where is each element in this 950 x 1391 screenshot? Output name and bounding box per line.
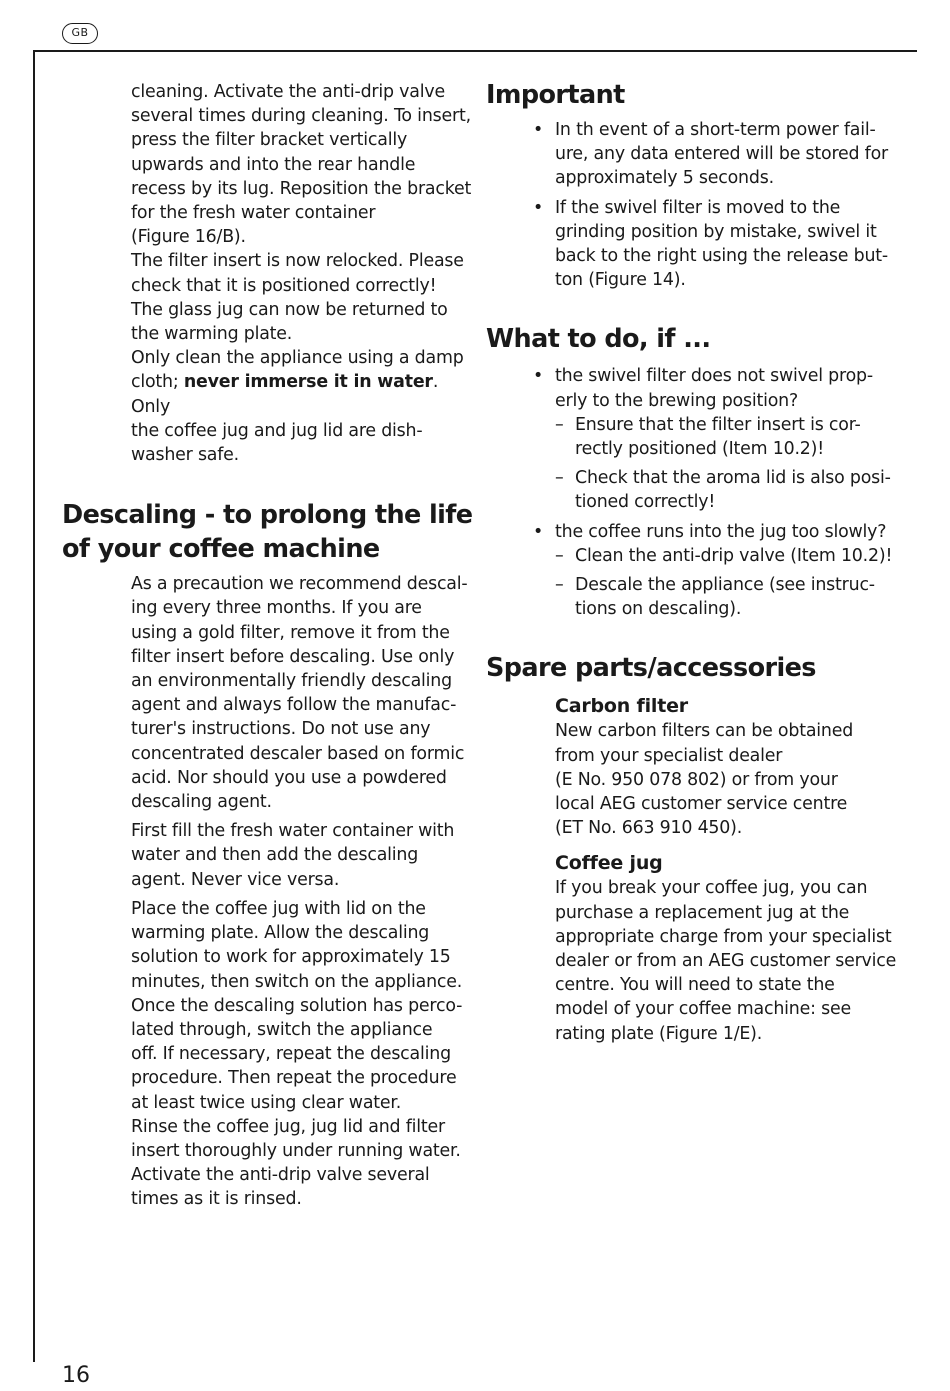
text-line: model of your coffee machine: see bbox=[555, 999, 851, 1020]
text-line: lated through, switch the appliance bbox=[131, 1019, 433, 1040]
important-heading: Important bbox=[486, 80, 625, 110]
text-line: ton (Figure 14). bbox=[555, 270, 686, 291]
text-line: tioned correctly! bbox=[575, 492, 716, 513]
text-line: warming plate. Allow the descaling bbox=[131, 923, 430, 944]
text-line: (E No. 950 078 802) or from your bbox=[555, 769, 838, 790]
text-line: ure, any data entered will be stored for bbox=[555, 144, 888, 165]
troubleshooting-list bbox=[486, 364, 906, 621]
list-item bbox=[555, 413, 906, 461]
answer-list bbox=[555, 413, 906, 515]
text-line: using a gold filter, remove it from the bbox=[131, 622, 450, 643]
text-line: . Only bbox=[131, 372, 439, 417]
page-number: 16 bbox=[62, 1363, 90, 1388]
text-line: the swivel filter does not swivel prop- bbox=[555, 366, 873, 387]
text-line: concentrated descaler based on formic bbox=[131, 743, 465, 764]
spare-parts-section bbox=[555, 693, 906, 1045]
text-line: As a precaution we recommend descal- bbox=[131, 574, 468, 595]
spare-parts-heading: Spare parts/accessories bbox=[486, 653, 816, 684]
text-line: erly to the brewing position? bbox=[555, 390, 799, 411]
text-line: The glass jug can now be returned to bbox=[131, 299, 448, 320]
descaling-heading: Descaling - to prolong the life of your coffee machine bbox=[62, 500, 473, 565]
list-item bbox=[486, 196, 906, 293]
text-line: off. If necessary, repeat the descaling bbox=[131, 1044, 451, 1065]
text-line: The filter insert is now relocked. Please bbox=[131, 251, 464, 272]
text-line: In th event of a short-term power fail- bbox=[555, 120, 876, 140]
list-item bbox=[486, 520, 906, 622]
text-line: upwards and into the rear handle bbox=[131, 154, 416, 175]
text-line: the coffee runs into the jug too slowly? bbox=[555, 521, 887, 542]
coffee-jug-heading: Coffee jug bbox=[555, 852, 663, 875]
text-line: local AEG customer service centre bbox=[555, 794, 848, 815]
text-line: agent and always follow the manufac- bbox=[131, 695, 457, 716]
carbon-filter-paragraph bbox=[555, 719, 906, 840]
text-line: If the swivel filter is moved to the bbox=[555, 197, 841, 218]
important-list bbox=[486, 118, 906, 292]
list-item bbox=[486, 118, 906, 191]
text-line: tions on descaling). bbox=[575, 599, 742, 620]
answer-list bbox=[555, 544, 906, 622]
text-line: solution to work for approximately 15 bbox=[131, 947, 451, 968]
text-line: check that it is positioned correctly! bbox=[131, 275, 437, 296]
text-line: Once the descaling solution has perco- bbox=[131, 995, 463, 1016]
carbon-filter-heading: Carbon filter bbox=[555, 695, 688, 718]
text-line: turer's instructions. Do not use any bbox=[131, 719, 431, 740]
text-line: Descale the appliance (see instruc- bbox=[575, 575, 875, 596]
text-line: press the filter bracket vertically bbox=[131, 130, 408, 151]
text-line: centre. You will need to state the bbox=[555, 975, 835, 996]
header-rule bbox=[33, 50, 917, 52]
text-line: appropriate charge from your specialist bbox=[555, 926, 892, 947]
margin-rule bbox=[33, 50, 35, 1362]
text-line: insert thoroughly under running water. bbox=[131, 1140, 461, 1161]
text-line: recess by its lug. Reposition the bracket bbox=[131, 178, 472, 199]
list-item bbox=[555, 466, 906, 514]
text-line: filter insert before descaling. Use only bbox=[131, 646, 455, 667]
text-line: rectly positioned (Item 10.2)! bbox=[575, 439, 825, 460]
warning-text: never immerse it in water bbox=[183, 372, 433, 393]
text-line: purchase a replacement jug at the bbox=[555, 902, 850, 923]
text-line: the coffee jug and jug lid are dish- bbox=[131, 420, 423, 441]
text-line: back to the right using the release but- bbox=[555, 246, 888, 267]
text-line: agent. Never vice versa. bbox=[131, 869, 340, 890]
country-badge: GB bbox=[62, 23, 98, 44]
text-line: If you break your coffee jug, you can bbox=[555, 878, 868, 899]
coffee-jug-paragraph bbox=[555, 876, 906, 1045]
text-line: approximately 5 seconds. bbox=[555, 168, 774, 189]
text-line: Check that the aroma lid is also posi- bbox=[575, 468, 891, 489]
whattodo-heading: What to do, if ... bbox=[486, 324, 711, 355]
text-line: from your specialist dealer bbox=[555, 745, 783, 766]
text-line: times as it is rinsed. bbox=[131, 1189, 302, 1210]
text-line: several times during cleaning. To insert, bbox=[131, 106, 471, 127]
cleaning-paragraph bbox=[131, 80, 474, 467]
list-item bbox=[486, 364, 906, 514]
text-line: procedure. Then repeat the procedure bbox=[131, 1068, 457, 1089]
text-line: ing every three months. If you are bbox=[131, 598, 422, 619]
text-line: Ensure that the filter insert is cor- bbox=[575, 414, 861, 435]
text-line: First fill the fresh water container with bbox=[131, 821, 455, 842]
text-line: (ET No. 663 910 450). bbox=[555, 818, 743, 839]
text-line: rating plate (Figure 1/E). bbox=[555, 1023, 763, 1044]
text-line: washer safe. bbox=[131, 445, 240, 466]
text-line: acid. Nor should you use a powdered bbox=[131, 767, 447, 788]
descaling-section bbox=[131, 572, 474, 1211]
text-line: cleaning. Activate the anti-drip valve bbox=[131, 82, 445, 102]
text-line: Rinse the coffee jug, jug lid and filter bbox=[131, 1116, 445, 1137]
text-line: minutes, then switch on the appliance. bbox=[131, 971, 463, 992]
text-line: water and then add the descaling bbox=[131, 845, 419, 866]
text-line: Activate the anti-drip valve several bbox=[131, 1165, 430, 1186]
left-column bbox=[62, 80, 474, 1212]
text-line: an environmentally friendly descaling bbox=[131, 671, 452, 692]
cleaning-continuation bbox=[131, 80, 474, 467]
text-line: Clean the anti-drip valve (Item 10.2)! bbox=[575, 545, 893, 566]
descaling-paragraph-1 bbox=[131, 572, 474, 814]
text-line: Place the coffee jug with lid on the bbox=[131, 898, 426, 919]
text-line: for the fresh water container bbox=[131, 203, 376, 224]
text-line: descaling agent. bbox=[131, 792, 272, 813]
right-column bbox=[486, 78, 906, 1046]
text-line: cloth; bbox=[131, 372, 184, 393]
descaling-paragraph-2 bbox=[131, 819, 474, 892]
text-line: the warming plate. bbox=[131, 324, 293, 345]
text-line: grinding position by mistake, swivel it bbox=[555, 221, 877, 242]
descaling-paragraph-3 bbox=[131, 897, 474, 1212]
text-line: New carbon filters can be obtained bbox=[555, 721, 854, 742]
text-line: at least twice using clear water. bbox=[131, 1092, 402, 1113]
text-line: dealer or from an AEG customer service bbox=[555, 951, 897, 972]
list-item bbox=[555, 573, 906, 621]
text-line: (Figure 16/B). bbox=[131, 227, 246, 248]
list-item bbox=[555, 544, 906, 568]
text-line: Only clean the appliance using a damp bbox=[131, 348, 464, 369]
